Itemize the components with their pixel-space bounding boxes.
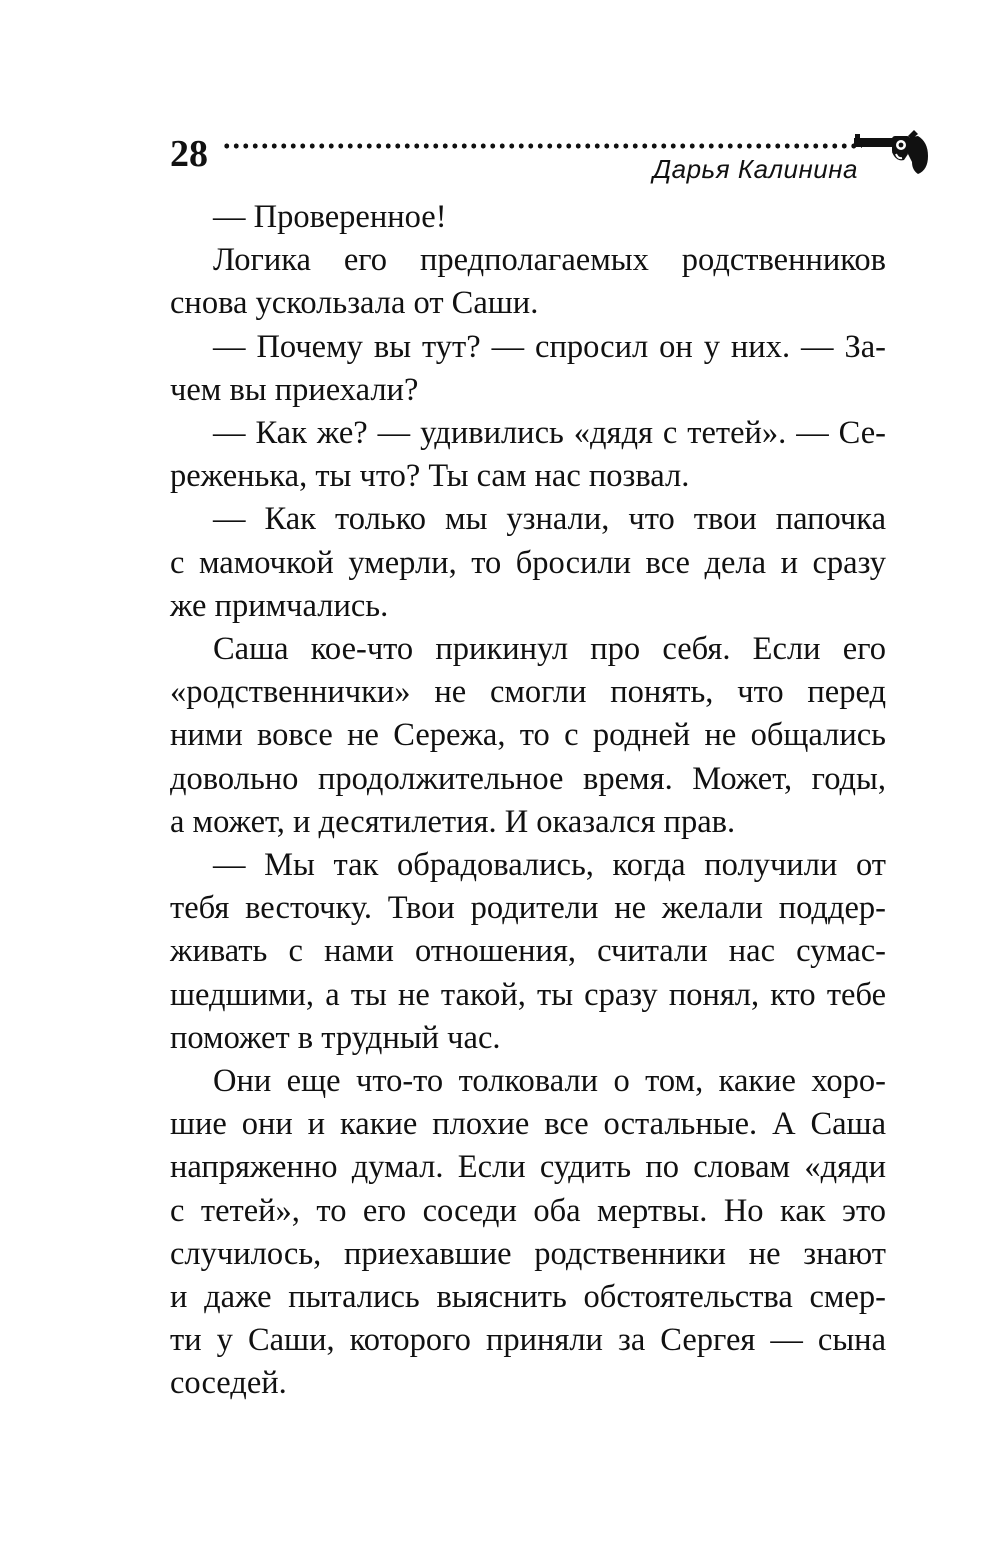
paragraph	[170, 326, 886, 412]
text-line: а может, и десятилетия. И оказался прав.	[170, 803, 736, 840]
text-line: соседей.	[170, 1365, 287, 1402]
text-line: напряженно думал. Если судить по словам «дяди	[170, 1149, 886, 1186]
body-text	[170, 196, 886, 1406]
text-line: ти у Саши, которого приняли за Сергея — сына	[170, 1322, 886, 1359]
text-line: снова ускользала от Саши.	[170, 285, 539, 322]
text-line: Логика его предполагаемых родственников	[213, 242, 886, 279]
text-line: живать с нами отношения, считали нас сумас-	[170, 933, 886, 970]
text-line: же примчались.	[170, 587, 389, 624]
text-line: тебя весточку. Твои родители не желали поддер-	[170, 890, 886, 927]
text-line: и даже пытались выяснить обстоятельства смер-	[170, 1279, 886, 1316]
paragraph	[170, 412, 886, 498]
text-line: «родственнички» не смогли понять, что перед	[170, 674, 886, 711]
paragraph	[170, 239, 886, 325]
text-line: шедшими, а ты не такой, ты сразу понял, кто тебе	[170, 976, 886, 1013]
text-line: — Как же? — удивились «дядя с тетей». — Се-	[213, 415, 886, 452]
text-line: с тетей», то его соседи оба мертвы. Но как это	[170, 1192, 886, 1229]
text-line: поможет в трудный час.	[170, 1019, 501, 1056]
paragraph	[170, 196, 886, 239]
text-line: — Проверенное!	[213, 199, 447, 235]
text-line: случилось, приехавшие родственники не знают	[170, 1235, 886, 1272]
page-number: 28	[170, 133, 208, 175]
author-name: Дарья Калинина	[652, 154, 858, 184]
text-line: ними вовсе не Сережа, то с родней не общались	[170, 717, 886, 754]
text-line: — Мы так обрадовались, когда получили от	[213, 847, 886, 884]
paragraph	[170, 844, 886, 1060]
text-line: шие они и какие плохие все остальные. А Саша	[170, 1106, 886, 1143]
text-line: — Как только мы узнали, что твои папочка	[213, 501, 886, 538]
dot-leader	[222, 142, 862, 150]
text-line: — Почему вы тут? — спросил он у них. — За-	[213, 328, 886, 365]
running-head	[170, 128, 930, 198]
text-line: с мамочкой умерли, то бросили все дела и сразу	[170, 544, 886, 581]
paragraph	[170, 628, 886, 844]
paragraph	[170, 1060, 886, 1406]
text-line: реженька, ты что? Ты сам нас позвал.	[170, 458, 690, 495]
text-line: Саша кое-что прикинул про себя. Если его	[213, 631, 886, 668]
revolver-icon	[852, 130, 930, 176]
text-line: чем вы приехали?	[170, 371, 419, 408]
text-line: довольно продолжительное время. Может, годы,	[170, 760, 886, 797]
text-line: Они еще что-то толковали о том, какие хоро-	[213, 1063, 886, 1100]
paragraph	[170, 498, 886, 628]
